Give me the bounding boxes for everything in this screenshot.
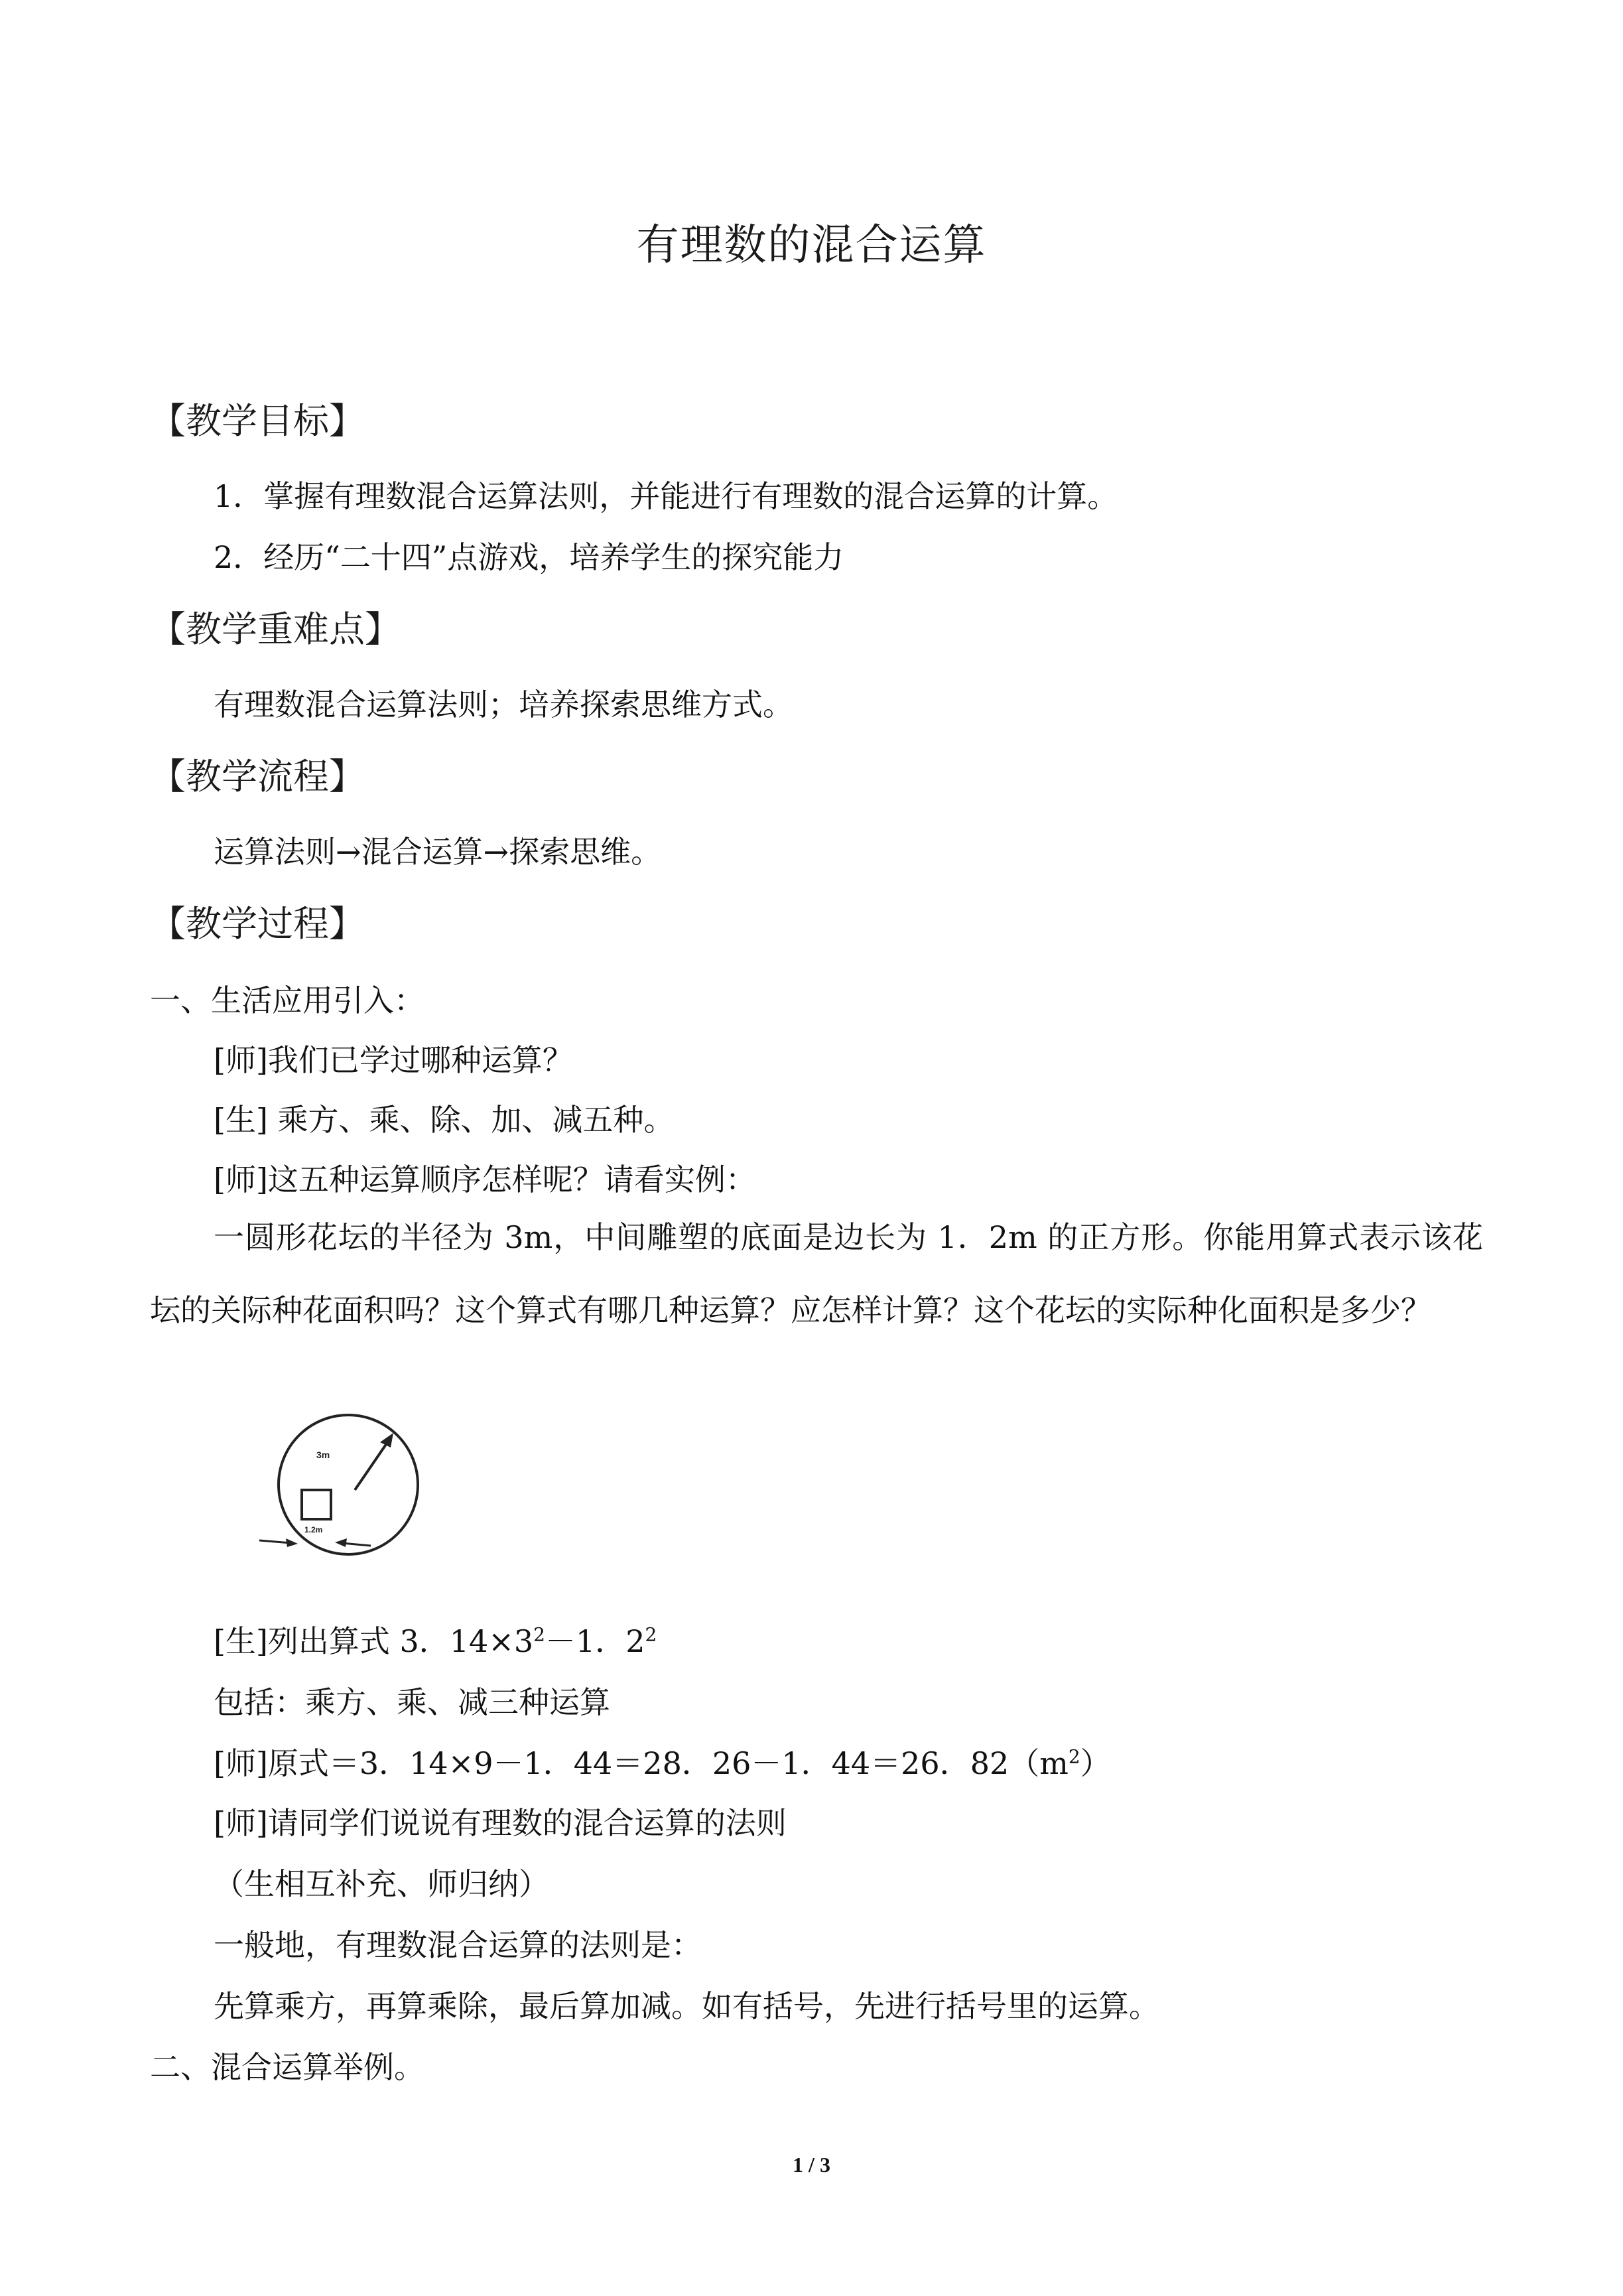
objective-item-2: 2．经历“二十四”点游戏，培养学生的探究能力 [214, 539, 844, 575]
radius-line [355, 1440, 389, 1490]
class-note: （生相互补充、师归纳） [214, 1866, 549, 1902]
heading-process: 【教学过程】 [150, 903, 365, 945]
radius-label: 3m [316, 1450, 330, 1460]
flower-bed-circle [279, 1415, 418, 1554]
rule-text: 先算乘方，再算乘除，最后算加减。如有括号，先进行括号里的运算。 [214, 1988, 1159, 2024]
flow-text: 运算法则→混合运算→探索思维。 [214, 834, 662, 870]
teacher-ask-rule: [师]请同学们说说有理数的混合运算的法则 [214, 1805, 787, 1841]
page-number: 1 / 3 [793, 2153, 830, 2177]
problem-paragraph: 一圆形花坛的半径为 3m，中间雕塑的底面是边长为 1．2m 的正方形。你能用算式表示该花坛的关际种花面积吗？这个算式有哪几种运算？应怎样计算？这个花坛的实际种化面积是多少？ [150, 1219, 1483, 1328]
teacher-question-1: [师]我们已学过哪种运算？ [214, 1042, 573, 1078]
student-formula: [生]列出算式 3．$14\times 3^2-1$．$2^2$ [214, 1623, 657, 1659]
heading-flow: 【教学流程】 [150, 756, 365, 797]
right-pointer-head [335, 1538, 347, 1547]
radius-arrowhead [380, 1433, 393, 1448]
part1-title: 一、生活应用引入： [150, 982, 424, 1018]
left-pointer-head [286, 1538, 298, 1547]
flower-bed-figure [242, 1405, 481, 1578]
teacher-question-2: [师]这五种运算顺序怎样呢？请看实例： [214, 1162, 756, 1197]
sculpture-square [302, 1490, 331, 1519]
operations-included: 包括：乘方、乘、减三种运算 [214, 1684, 610, 1720]
student-answer-1: [生] 乘方、乘、除、加、减五种。 [214, 1102, 675, 1138]
heading-key-points: 【教学重难点】 [150, 608, 401, 650]
key-points-text: 有理数混合运算法则；培养探索思维方式。 [214, 687, 793, 722]
teacher-calculation: [师]原式＝3．14×9－1．44＝28．26－1．44＝26．$82(m^2)$ [214, 1745, 1111, 1781]
rule-intro: 一般地，有理数混合运算的法则是： [214, 1927, 702, 1963]
objective-item-1: 1．掌握有理数混合运算法则，并能进行有理数的混合运算的计算。 [214, 478, 1118, 514]
heading-objectives: 【教学目标】 [150, 400, 365, 442]
part2-title: 二、混合运算举例。 [150, 2049, 424, 2085]
side-label: 1.2m [304, 1525, 323, 1534]
document-title: 有理数的混合运算 [636, 221, 987, 270]
